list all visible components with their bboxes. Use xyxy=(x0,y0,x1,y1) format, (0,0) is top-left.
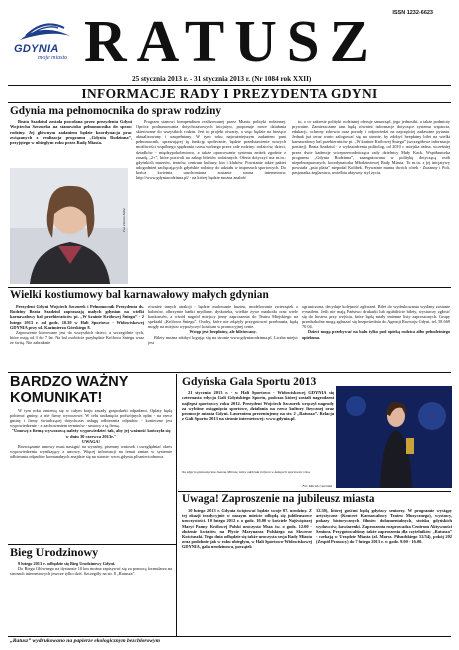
art1-col2 xyxy=(136,119,286,285)
gdynia-logo xyxy=(12,14,78,66)
issn: ISSN 1232-6623 xyxy=(392,10,433,16)
art4-caption: Na zdjęciu gimnastyczka Joanna Mitrosz, która odebrała trofeum w kategorii sportowiec roku. xyxy=(182,470,311,474)
art2-col3 xyxy=(302,304,450,370)
issue-line: 25 stycznia 2013 r. - 31 stycznia 2013 r. (Nr 1084 rok XXII) xyxy=(132,75,312,83)
art3-body-text: W tym roku zmienią się w całym kraju zasady gospodarki odpadami. Opłaty będą pobierać gminy, a nie firmy wywozowe. W celu uniknięcia podwójnych opłat - na rzecz gminy i firmy świadczącej dotychczas usługę odbierania odpadów - konieczne jest wypowiedzenie - z zachowaniem terminów - umowy z tą firmą. xyxy=(10,408,172,429)
art1-photo-credit: Fot. Dorota Nelke xyxy=(122,208,126,232)
art4-photo-credit: Fot. Maciek Czarniak xyxy=(302,484,332,488)
portrait-photo xyxy=(10,168,128,284)
sep-4 xyxy=(178,491,451,492)
art3-headline-2: KOMUNIKAT! xyxy=(10,390,103,406)
art1-lead xyxy=(10,119,132,169)
art5-col2-text: 12.30), której gośćmi będą gdyńscy seniorzy. W programie wystąpy artystyczne (Koncert Karnawałowy Teatru Muzycznego), wystawy, pokazy historycznych filmów dokumentalnych, stoiska gdyńskich wydawców, kawiarenki. Zaproszenia rozprowadza Centrum Aktywności Seniora. Przygotowaliśmy także zaproszenia dla czytelników „Ratusza” - czekają w Urzędzie Miasta (al. Marsz. Piłsudskiego 52/54), pokój 202 (Zespół Prasowy) do 7 lutego 2013 r. w godz. 9.00 - 16.00. xyxy=(316,508,452,545)
art3-body xyxy=(10,408,172,504)
logo-text: GDYNIA xyxy=(14,43,59,55)
art5-col1 xyxy=(182,508,312,632)
art2-col3-text: ograniczona, decyduje kolejność zgłoszeń. Bilet do wydrukowania wysłany zostanie e-mailem. Jeśli nie mają Państwo drukarki lub zgubiliście bilety, wystarczy zgłosić się do hostess przy wejściu, które będą miały imienne listy zaproszonych. Grupy przedszkolne mogą zgłaszać się bezpośrednio do Agencji Rozwoju Gdyni, tel. 58 669 70 04. xyxy=(302,304,450,330)
art6-headline: Bieg Urodzinowy xyxy=(10,545,99,559)
art6-lead: 9 lutego 2013 r. odbędzie się Bieg Urodzinowy Gdyni. xyxy=(18,561,116,566)
art4-lead-text: 21 stycznia 2013 r. - w Hali Sportowo - Widowiskowej GDYNIA się czternasta edycja Gali Gdyńskiego Sportu, podczas której zostali nagrodzeni najlepsi sportowcy roku 2012. Prezydent Wojciech Szczurek wręczył nagrody za wybitne osiągnięcia sportowe, działania na rzecz kultury fizycznej oraz promocje miasta Gdyni. Laureatem prezentujemy na str. 2 „Ratusza”. Relacja z Gali Sportu 2013 na stronie internetowej: www.gdynia.pl. xyxy=(182,390,334,422)
art4-photo xyxy=(336,386,452,488)
art1-headline: Gdynia ma pełnomocnika do spraw rodziny xyxy=(10,105,222,117)
art2-col2-text: również innych atrakcji - będzie malowanie buzieк, modelowanie zwierzątek z balonów, olbrzymie bańki mydlane, dyskoteka, wielkie żywe maskotki oraz wiele konkursów, a wśród nagród miejscy jinny zaproszenia do Teatru Miejskiego na spektakl „Królowa Śniegu”. Osoby, które nie zdążyły przygotować przebrania, będą mogły na miejscu wypożyczyć kostium w promocyjnej cenie. xyxy=(148,304,298,330)
logo-tagline: moje miasto xyxy=(38,55,68,61)
art2-col2-tail: Bilety można zdobyć logując się na stronie www.gdyniarodzinna.pl. Liczba miejsc jest xyxy=(148,334,298,345)
art1-col3-text: to, o co zakresie polityki rodzinnej oferuje samorząd, jego jednostki, a także podmioty prywatne. Zamieszczane tam będą również informacje dotyczące systemu wsparcia, edukacji, ochrony zdrowia oraz porady i odpowiedzi na najczęściej zadawane pytania. Jednak już teraz warto zalogować się na stronie, by zdobyć bezpłatny bilet na wielki karnawałowy bal przebierańców pt. „W krainie Królowej Śniegu” (szczegółowe informacje poniżej). Beata Szadziul - z wykształcenia politolog, od 2010 r. miejska radna, wcześniej przez dwie kadencje wiceprzewodnicząca rady dzielnicy Mały Kack. Współautorka programu „Gdynia Rodzinna”, zaangażowana w politykę dotyczącą osób niepełnosprawnych, koordynatorka Młodzieżowej Rady Miasta. To m.in. z jej inicjatywy powstała „psia plaża” niepodal Kolibek. Prywatnie mama dwóch córek - Zuzanny i Poli, pasjonatka żeglarstwa, uwielbia aktywny styl życia. xyxy=(292,119,450,175)
art2-col3-bold: Dzieci mogą przebywać na balu tylko pod opieką rodzica albo pełnoletniego opiekuna. xyxy=(302,329,450,340)
art1-photo xyxy=(10,168,128,284)
vsep-left xyxy=(176,374,177,636)
art5-col2 xyxy=(316,508,452,632)
art1-col3 xyxy=(292,119,450,285)
art2-headline: Wielki kostiumowy bal karnawałowy małych gdynian xyxy=(10,289,269,301)
footer-rule xyxy=(8,636,451,637)
gala-photo xyxy=(336,386,452,488)
art6-body-text: Do Biegu Głównego na dystansie 10 km można zapisywać się za pomocą formularza na stronach internetowych jeszcze tylko dziś. Szczegóły na str. 8 „Ratusza”. xyxy=(10,566,172,577)
info-banner xyxy=(8,87,451,101)
art1-col2-text: Program stanowi kompendium realizowanej przez Miasto polityki rodzinnej. Oprócz podsumowania dotychczasowych inicjatyw, proponuje nowe działania skierowane do wszystkich rodzin. Jest to projekt otwarty, a więc będzie na bieżąco aktualizowany i uzupełniany. W tym roku najważniejszym zadaniem pani pełnomocnik, sprawującej tę funkcję społecznie, będzie przedstawienie nowych możliwości wspólnego spędzania czasu wolnego przez całe rodziny: rodziców, dzieci, dziadków - międzypokoleniowo, a także opracowanie systemu zniżek zgodnie z zasadą „2+”, które pozwoli na zakup biletów rodzinnych. Oferta dotyczyć ma m.in.: gdyńskich muzeów, teatrów, centrum kultury, kin i klubów. Powstanie także pakiet udogodnień zachęcających gdyńskie rodziny do udziału w imprezach sportowych. Do końca kwietnia uruchomiona zostanie strona internetowa: http://www.gdyniarodzinna.pl/ - na której będzie można znaleźć xyxy=(136,119,286,181)
sep-2 xyxy=(8,372,451,373)
sep-1 xyxy=(8,287,451,288)
art2-lead: Prezydent Gdyni Wojciech Szczurek i Pełnomocnik Prezydenta ds. Rodziny Beata Szadziul zapraszają małych gdynian na wielki karnawałowy bal przebierańców pt. „W krainie Królowej Śniegu” - 2 lutego 2013 r. od godz. 10.30 w Hali Sportowo - Widowiskowej GDYNIA przy ul. Kazimierza Górskiego 8. xyxy=(10,304,144,330)
art5-headline: Uwaga! Zaproszenie na jubileusz miasta xyxy=(182,493,375,505)
art4-headline: Gdyńska Gala Sportu 2013 xyxy=(182,375,317,388)
art2-col2-bold: Wstęp jest bezpłatny, ale biletowany. xyxy=(189,329,257,335)
masthead-title: RATUSZ xyxy=(84,8,379,74)
art3-bold: "Umowę z firmą wywozową należy wypowiedzieć tak, aby jej ważność kończyła się w dniu 30 czerwca 2013r." xyxy=(11,428,171,439)
art5-col1-text: 10 lutego 2013 r. Gdynia świętować będzie swoje 87. urodziny. Z tej okazji tradycyjnie w naszym mieście odbędą się jubileuszowe uroczystości. 10 lutego 2012 r. o godz. 10.00 w kościele Najświętszej Maryi Panny Królowej Polski uroczysta Msza św. o godz. 12.00 - złożenie kwiatów na Płycie Marynarza Polskiego na Skwerze Kościuszki. Tego dnia odbędzie się także uroczysta sesja Rady Miasta oraz podobnie jak w roku ubiegłym, w Hali Sportowo-Widowiskowej GDYNIA, gala urodzinowa, początek xyxy=(182,508,312,550)
info-banner-text: INFORMACJE RADY I PREZYDENTA GDYNI xyxy=(81,86,378,101)
art2-col1 xyxy=(10,304,144,370)
art2-col1-text: Zaproszenie kierowane jest do wszystkich dzieci, a szczególnie tych, które mają od 3 do 7 lat. Na bal osobiście przybędzie Królowa Śniegu wraz ze świtą. Nie zabraknie xyxy=(10,330,144,346)
art3-bold2: UWAGA! xyxy=(82,438,100,444)
art4-lead xyxy=(182,390,334,466)
art3-headline-1: BARDZO WAŻNY xyxy=(10,374,129,390)
art1-lead-text: Beata Szadziul została powołana przez prezydenta Gdyni Wojciecha Szczurka na stanowisko pełnomocnika do spraw rodziny. Jej głównym zadaniem będzie koordynacja prac związanych z realizacja programu „Gdynia Rodzinna”, przyjętego w ubiegłym roku przez Radę Miasta. xyxy=(10,119,132,146)
masthead-rule-bottom xyxy=(8,102,451,103)
art6-body xyxy=(10,561,172,593)
art3-body2-text: Rozwiązanie umowy musi nastąpić na wyraźny, pisemny wniosek i uwzględniać okres wypowiedzenia wynikający z umowy. Więcej informacji na temat zmian w systemie odbierania odpadów komunalnych znajdzie się na stronie: www.gdynia.pl/smieciodnowa. xyxy=(10,444,172,460)
footer-note: „Ratusz” wydrukowano na papierze ekologicznym bezchlorowym xyxy=(10,638,160,644)
art2-col2 xyxy=(148,304,298,370)
